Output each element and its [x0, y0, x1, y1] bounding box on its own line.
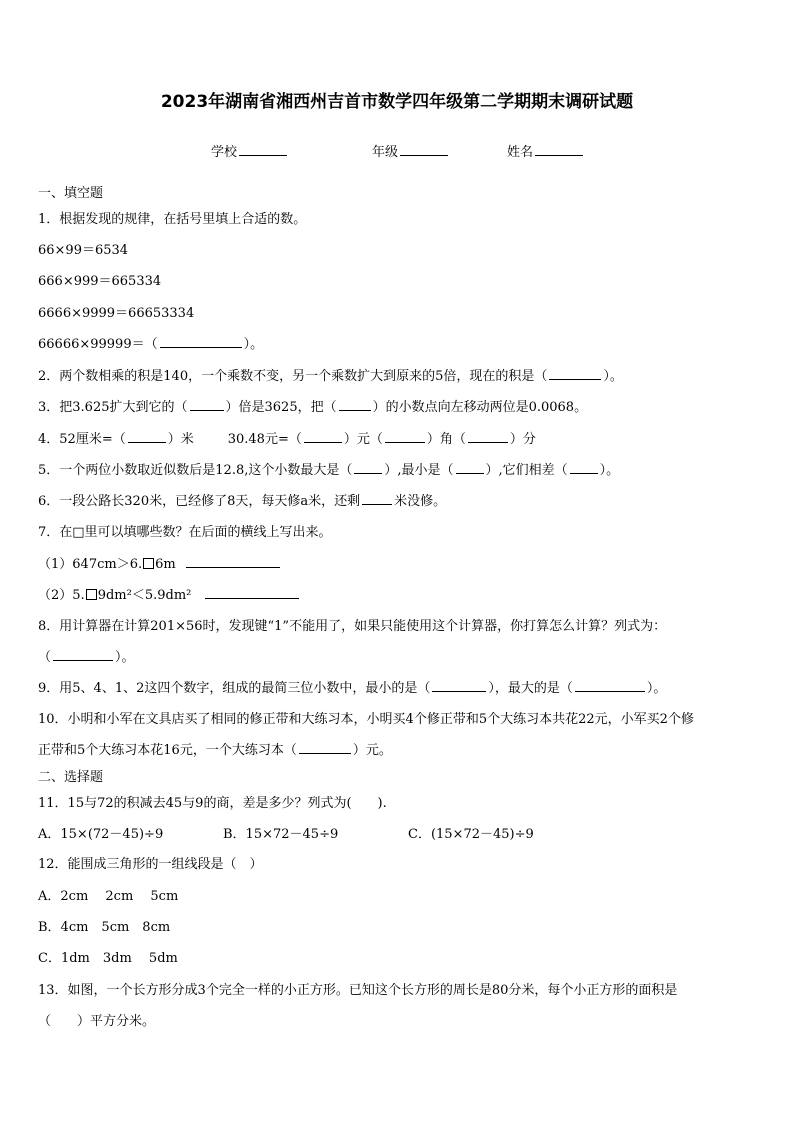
q2-text: 2．两个数相乘的积是140，一个乘数不变，另一个乘数扩大到原来的5倍，现在的积是（ — [38, 369, 548, 384]
q5-part-c: ）,它们相差（ — [485, 463, 568, 478]
q10-line-1: 10．小明和小军在文具店买了相同的修正带和大练习本，小明买4个修正带和5个大练习本共花22元，小军买2个修 — [38, 712, 694, 727]
q5-part-b: ）,最小是（ — [384, 463, 454, 478]
q4-part-c: 30.48元=（ — [227, 432, 302, 447]
q6-part-a: 6．一段公路长320米，已经修了8天，每天修a米，还剩 — [38, 494, 361, 509]
q13-line-1: 13．如图，一个长方形分成3个完全一样的小正方形。已知这个长方形的周长是80分米，每个小正方形的面积是 — [38, 983, 678, 998]
q7-s1-prefix: （1）647cm＞6. — [38, 557, 143, 572]
q2 — [38, 365, 623, 384]
q8-answer — [38, 646, 135, 665]
q5-part-d: ）。 — [599, 463, 620, 478]
q1-answer-blank[interactable] — [160, 335, 242, 348]
q3-part-a: 3．把3.625扩大到它的（ — [38, 400, 188, 415]
q1-text: 1．根据发现的规律，在括号里填上合适的数。 — [38, 212, 307, 227]
q7-s2-suffix: 9dm²＜5.9dm² — [97, 588, 192, 603]
q7-text: 7．在□里可以填哪些数？在后面的横线上写出来。 — [38, 525, 332, 540]
q8-open: （ — [38, 650, 52, 665]
q11-text: 11．15与72的积减去45与9的商，差是多少？列式为( ). — [38, 796, 387, 811]
q7-s1-answer-line[interactable] — [186, 555, 280, 568]
q9-part-a: 9．用5、4、1、2这四个数字，组成的最简三位小数中，最小的是（ — [38, 681, 431, 696]
q9 — [38, 677, 666, 696]
q11-option-c[interactable]: C．(15×72－45)÷9 — [408, 827, 534, 842]
q8-text: 8．用计算器在计算201×56时，发现键“1”不能用了，如果只能使用这个计算器，你打算怎么计算？列式为： — [38, 619, 667, 634]
q4-blank-1[interactable] — [128, 430, 166, 443]
section-fill-blanks: 一、填空题 — [38, 186, 104, 201]
q7-sub-1 — [38, 553, 282, 572]
q12-option-c[interactable]: C．1dm 3dm 5dm — [38, 951, 178, 966]
q4 — [38, 428, 536, 447]
q8-close: ）。 — [115, 650, 135, 665]
q9-part-c: ）。 — [646, 681, 667, 696]
q9-blank-2[interactable] — [575, 679, 645, 692]
q2-answer-blank[interactable] — [549, 367, 601, 380]
q10-part-a: 正带和5个大练习本花16元，一个大练习本（ — [38, 743, 297, 758]
q4-part-a: 4．52厘米=（ — [38, 432, 126, 447]
page-title: 2023年湖南省湘西州吉首市数学四年级第二学期期末调研试题 — [160, 92, 634, 112]
q1-pattern-3: 6666×9999＝66653334 — [38, 306, 195, 321]
name-field[interactable] — [507, 141, 585, 160]
q10-line-2 — [38, 739, 392, 758]
school-field[interactable] — [211, 141, 289, 160]
q3-blank-2[interactable] — [339, 398, 371, 411]
q13-line-2: （ ）平方分米。 — [38, 1014, 156, 1029]
grade-field[interactable] — [372, 141, 450, 160]
q3-part-c: ）的小数点向左移动两位是0.0068。 — [372, 400, 588, 415]
q7-s2-answer-line[interactable] — [205, 586, 299, 599]
q4-blank-3[interactable] — [385, 430, 425, 443]
q11-option-a[interactable]: A．15×(72－45)÷9 — [38, 827, 164, 842]
q1-pattern-2: 666×999＝665334 — [38, 274, 162, 289]
q9-part-b: ），最大的是（ — [488, 681, 573, 696]
q4-blank-4[interactable] — [468, 430, 508, 443]
q5-blank-1[interactable] — [354, 461, 382, 474]
q5-blank-2[interactable] — [456, 461, 484, 474]
q3-part-b: ）倍是3625，把（ — [225, 400, 337, 415]
q7-s2-prefix: （2）5. — [38, 588, 85, 603]
q5-part-a: 5．一个两位小数取近似数后是12.8,这个小数最大是（ — [38, 463, 353, 478]
section-multiple-choice: 二、选择题 — [38, 770, 104, 785]
q12-option-b[interactable]: B．4cm 5cm 8cm — [38, 920, 171, 935]
q5 — [38, 459, 619, 478]
q4-part-f: ）分 — [509, 432, 536, 447]
q7-s1-suffix: 6m — [155, 557, 176, 572]
grade-label: 年级 — [372, 145, 399, 160]
digit-box — [143, 558, 154, 569]
q12-text: 12．能围成三角形的一组线段是（ ） — [38, 857, 263, 872]
school-label: 学校 — [211, 145, 238, 160]
q2-suffix: ）。 — [603, 369, 623, 384]
q10-part-b: ）元。 — [352, 743, 392, 758]
digit-box — [86, 589, 97, 600]
q8-answer-blank[interactable] — [53, 648, 113, 661]
name-label: 姓名 — [507, 145, 534, 160]
q3-blank-1[interactable] — [190, 398, 224, 411]
q7-sub-2 — [38, 584, 301, 603]
q1-l4-suffix: ）。 — [243, 337, 264, 352]
q4-part-d: ）元（ — [343, 432, 383, 447]
q10-blank[interactable] — [299, 741, 351, 754]
school-blank[interactable] — [239, 143, 287, 156]
q11-option-b[interactable]: B．15×72－45÷9 — [223, 827, 339, 842]
q4-blank-2[interactable] — [304, 430, 342, 443]
q3 — [38, 396, 587, 415]
q4-part-b: ）米 — [167, 432, 194, 447]
q9-blank-1[interactable] — [432, 679, 486, 692]
q6-part-b: 米没修。 — [394, 494, 447, 509]
q1-l4-prefix: 66666×99999＝（ — [38, 337, 158, 352]
grade-blank[interactable] — [400, 143, 448, 156]
q12-option-a[interactable]: A．2cm 2cm 5cm — [38, 889, 179, 904]
q1-pattern-1: 66×99＝6534 — [38, 243, 129, 258]
q4-part-e: ）角（ — [426, 432, 466, 447]
q5-blank-3[interactable] — [570, 461, 598, 474]
q1-pattern-4 — [38, 333, 263, 352]
q11-options — [38, 823, 534, 842]
q6-blank[interactable] — [362, 492, 392, 505]
q6 — [38, 490, 446, 509]
name-blank[interactable] — [535, 143, 583, 156]
